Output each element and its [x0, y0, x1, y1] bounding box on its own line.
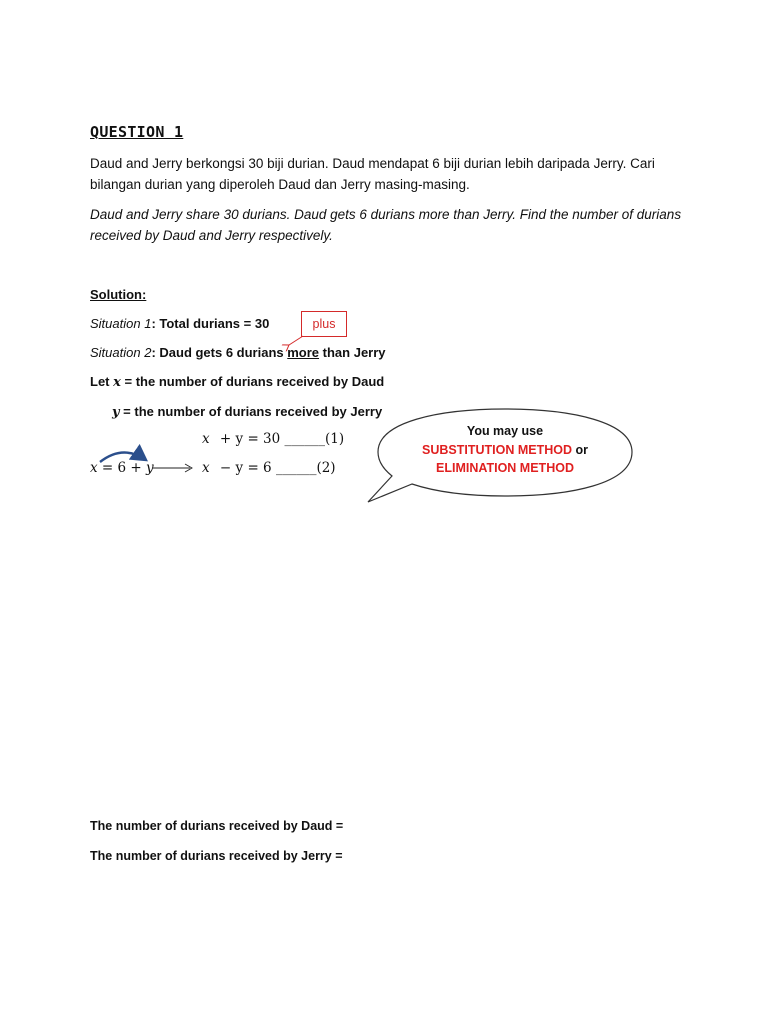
callout-or: or — [572, 442, 588, 457]
eq2-label: (2) — [316, 460, 336, 476]
eq2-minus-y: − y — [219, 460, 244, 476]
eqsub-x: x — [90, 460, 98, 476]
eq2-rhs: = 6 — [247, 460, 272, 476]
y-definition: = the number of durians received by Jerry — [119, 404, 383, 419]
var-x: x — [113, 375, 121, 390]
question-title: QUESTION 1 — [90, 123, 184, 141]
callout-line-1: You may use — [466, 424, 544, 438]
situation-2-post: than Jerry — [319, 345, 386, 360]
eq1-plus-y: + y — [219, 431, 244, 447]
answer-daud: The number of durians received by Daud = — [90, 819, 344, 833]
eq1-label: (1) — [325, 431, 345, 447]
let-word: Let — [90, 374, 114, 389]
callout-method-elimination: ELIMINATION METHOD — [436, 461, 574, 475]
solution-heading: Solution: — [90, 287, 147, 302]
question-text-malay: Daud and Jerry berkongsi 30 biji durian. Daud mendapat 6 biji durian lebih daripada Jerry. Cari bilangan durian yang diperoleh Daud dan Jerry masing-masing. — [90, 156, 655, 192]
eq1-x: x — [202, 431, 210, 447]
situation-2-pre: : Daud gets 6 durians — [151, 345, 288, 360]
situation-2-more: more — [287, 345, 320, 360]
eqsub-rhs: = 6 + — [101, 460, 142, 476]
swap-arc-icon — [100, 452, 146, 462]
situation-2-label: Situation 2 — [90, 345, 152, 360]
callout-method-substitution: SUBSTITUTION METHOD — [422, 442, 572, 457]
var-y: y — [112, 405, 120, 420]
situation-1-text: : Total durians = 30 — [151, 316, 270, 331]
eq1-rhs: = 30 — [247, 431, 281, 447]
eq2-x: x — [202, 460, 210, 476]
plus-annotation-box: plus — [301, 311, 347, 337]
plus-pointer-arrow — [289, 336, 303, 345]
answer-jerry: The number of durians received by Jerry = — [90, 849, 343, 863]
callout-line-2 — [415, 441, 595, 460]
eqsub-y: y — [146, 460, 154, 476]
eq1-blank: ______ — [284, 431, 326, 447]
situation-1-label: Situation 1 — [90, 316, 152, 331]
x-definition: = the number of durians received by Daud — [120, 374, 385, 389]
question-text-english: Daud and Jerry share 30 durians. Daud gets 6 durians more than Jerry. Find the number of durians received by Daud and Jerry respectively. — [90, 207, 682, 243]
eq2-blank: ______ — [275, 460, 317, 476]
callout-text — [415, 422, 595, 478]
